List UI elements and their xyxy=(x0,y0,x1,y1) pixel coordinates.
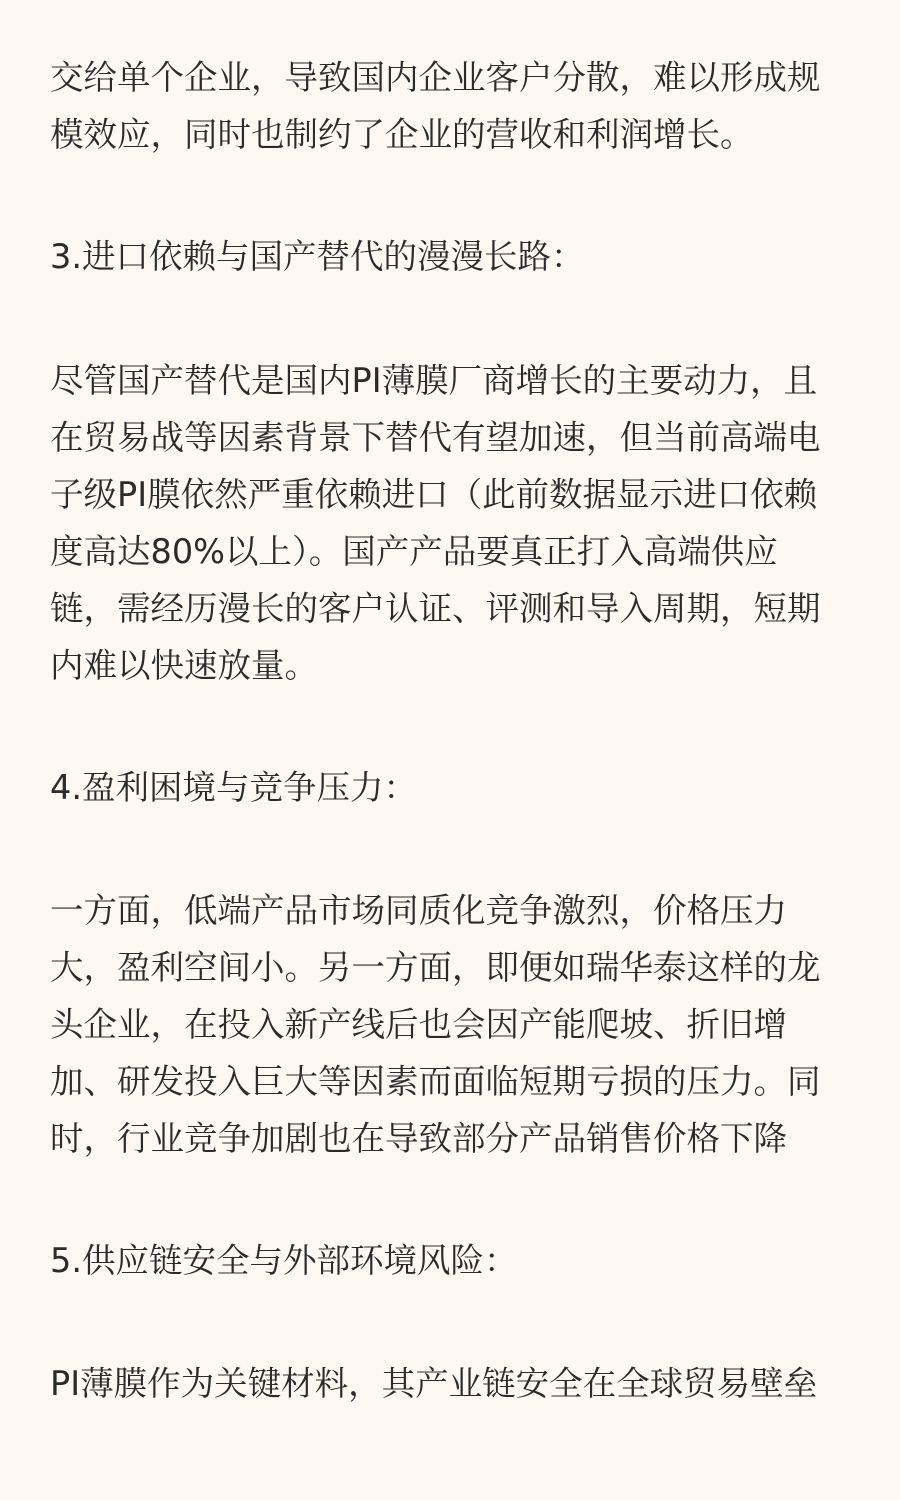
paragraph-line: 在贸易战等因素背景下替代有望加速，但当前高端电 xyxy=(50,418,821,457)
paragraph-line: 度高达80%以上）。国产产品要真正打入高端供应 xyxy=(50,532,778,571)
paragraph-line: 加、研发投入巨大等因素而面临短期亏损的压力。同 xyxy=(50,1062,821,1101)
paragraph-line: 模效应，同时也制约了企业的营收和利润增长。 xyxy=(50,115,754,154)
paragraph-line: 头企业，在投入新产线后也会因产能爬坡、折旧增 xyxy=(50,1005,787,1044)
section-heading: 3.进口依赖与国产替代的漫漫长路： xyxy=(50,237,585,276)
paragraph-line: 链，需经历漫长的客户认证、评测和导入周期，短期 xyxy=(50,589,821,628)
paragraph-line: PI薄膜作为关键材料，其产业链安全在全球贸易壁垒 xyxy=(50,1364,818,1403)
paragraph-line: 尽管国产替代是国内PI薄膜厂商增长的主要动力，且 xyxy=(50,361,818,400)
paragraph-line: 子级PI膜依然严重依赖进口（此前数据显示进口依赖 xyxy=(50,475,818,514)
paragraph-line: 时，行业竞争加剧也在导致部分产品销售价格下降 xyxy=(50,1119,787,1158)
paragraph-line: 大，盈利空间小。另一方面，即便如瑞华泰这样的龙 xyxy=(50,948,821,987)
section-heading: 5.供应链安全与外部环境风险： xyxy=(50,1241,518,1280)
section-heading: 4.盈利困境与竞争压力： xyxy=(50,768,417,807)
paragraph-line: 交给单个企业，导致国内企业客户分散，难以形成规 xyxy=(50,58,821,97)
paragraph-line: 一方面，低端产品市场同质化竞争激烈，价格压力 xyxy=(50,891,787,930)
paragraph-line: 内难以快速放量。 xyxy=(50,646,318,685)
